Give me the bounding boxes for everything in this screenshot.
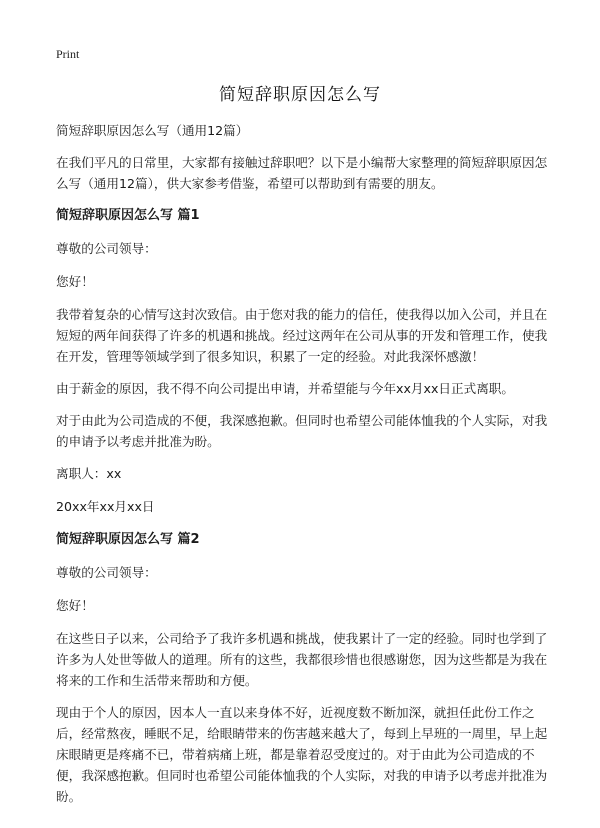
salutation: 尊敬的公司领导：	[56, 241, 157, 256]
page-title: 简短辞职原因怎么写	[219, 85, 381, 105]
greeting: 您好！	[56, 274, 94, 289]
body-paragraph: 现由于个人的原因，因本人一直以来身体不好，近视度数不断加深，就担任此份工作之后，经常熬夜，睡眠不足，给眼睛带来的伤害越来越大了，每到上早班的一周里，早上起床眼睛更是疼痛不已，带着病痛上班，都是靠着忍受度过的。对于由此为公司造成的不便，我深感抱歉。但同时也希望公司能体恤我的个人实际，对我的申请予以考虑并批准为盼。	[56, 705, 548, 804]
print-link[interactable]: Print	[56, 47, 80, 61]
body-paragraph: 我带着复杂的心情写这封次致信。由于您对我的能力的信任，使我得以加入公司，并且在短短的两年间获得了许多的机遇和挑战。经过这两年在公司从事的开发和管理工作，使我在开发，管理等领域学到了很多知识，积累了一定的经验。对此我深怀感激！	[56, 307, 548, 364]
greeting: 您好！	[56, 598, 94, 613]
intro-paragraph: 在我们平凡的日常里，大家都有接触过辞职吧？以下是小编帮大家整理的简短辞职原因怎么写（通用12篇），供大家参考借鉴，希望可以帮助到有需要的朋友。	[56, 155, 548, 191]
section-heading: 简短辞职原因怎么写 篇2	[56, 532, 200, 547]
body-paragraph: 由于薪金的原因，我不得不向公司提出申请，并希望能与今年xx月xx日正式离职。	[56, 381, 514, 396]
body-paragraph: 对于由此为公司造成的不便，我深感抱歉。但同时也希望公司能体恤我的个人实际，对我的申请予以考虑并批准为盼。	[56, 413, 548, 449]
document-subtitle: 简短辞职原因怎么写（通用12篇）	[56, 123, 249, 138]
signature-date: 20xx年xx月xx日	[56, 499, 155, 514]
signature-name: 离职人：xx	[56, 466, 122, 481]
body-paragraph: 在这些日子以来，公司给予了我许多机遇和挑战，使我累计了一定的经验。同时也学到了许多为人处世等做人的道理。所有的这些，我都很珍惜也很感谢您，因为这些都是为我在将来的工作和生活带来帮助和方便。	[56, 631, 548, 688]
document-body	[56, 120, 556, 818]
salutation: 尊敬的公司领导：	[56, 565, 157, 580]
section-heading: 简短辞职原因怎么写 篇1	[56, 208, 200, 223]
